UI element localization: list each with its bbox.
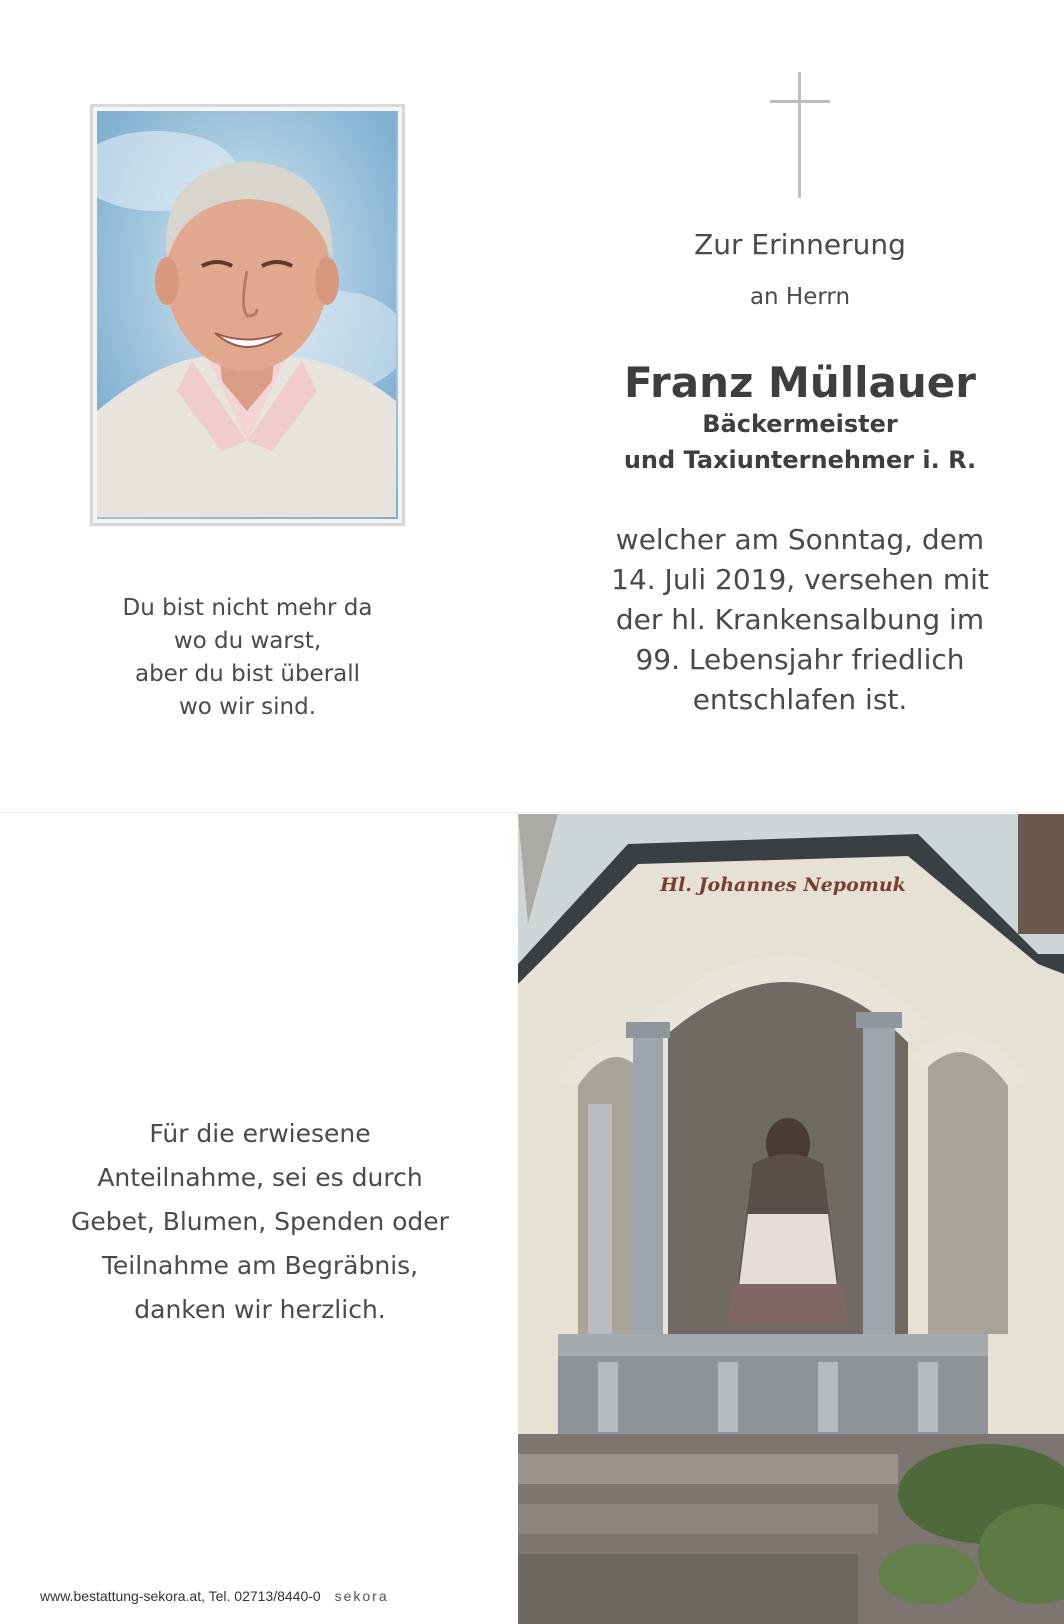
poem-line: Du bist nicht mehr da [122, 595, 373, 621]
portrait-illustration [97, 111, 396, 517]
thanks-line: Gebet, Blumen, Spenden oder [71, 1207, 449, 1236]
thanks-line: Teilnahme am Begräbnis, [101, 1251, 419, 1280]
chapel-inscription: Hl. Johannes Nepomuk [660, 874, 906, 896]
poem-line: wo wir sind. [178, 694, 317, 720]
poem-line: aber du bist überall [134, 661, 361, 687]
death-notice-line: entschlafen ist. [692, 683, 908, 716]
thanks-line: Anteilnahme, sei es durch [97, 1163, 423, 1192]
footer [40, 1588, 500, 1604]
profession-line: und Taxiunternehmer i. R. [623, 446, 977, 474]
death-notice-line: der hl. Krankensalbung im [615, 603, 985, 636]
chapel-illustration [518, 814, 1064, 1624]
memorial-title: Zur Erinnerung [694, 228, 906, 261]
fold-divider [0, 812, 1064, 813]
death-notice [590, 520, 1010, 720]
portrait-photo [97, 111, 398, 519]
death-notice-line: 14. Juli 2019, versehen mit [611, 563, 989, 596]
thanks-line: Für die erwiesene [149, 1119, 371, 1148]
profession-line: Bäckermeister [702, 410, 898, 438]
deceased-name: Franz Müllauer [624, 358, 976, 407]
poem-line: wo du warst, [173, 628, 322, 654]
thanks-line: danken wir herzlich. [134, 1295, 386, 1324]
footer-contact: www.bestattung-sekora.at, Tel. 02713/8440-0 [40, 1588, 321, 1604]
death-notice-line: welcher am Sonntag, dem [615, 523, 985, 556]
profession [590, 406, 1010, 478]
footer-brand-logo: sekora [334, 1588, 389, 1604]
death-notice-line: 99. Lebensjahr friedlich [635, 643, 965, 676]
thanks-message [40, 1112, 480, 1332]
poem [90, 592, 405, 724]
memorial-subtitle: an Herrn [749, 284, 851, 310]
cross-icon [770, 72, 830, 198]
chapel-photo [518, 814, 1064, 1624]
portrait-frame [90, 104, 405, 526]
